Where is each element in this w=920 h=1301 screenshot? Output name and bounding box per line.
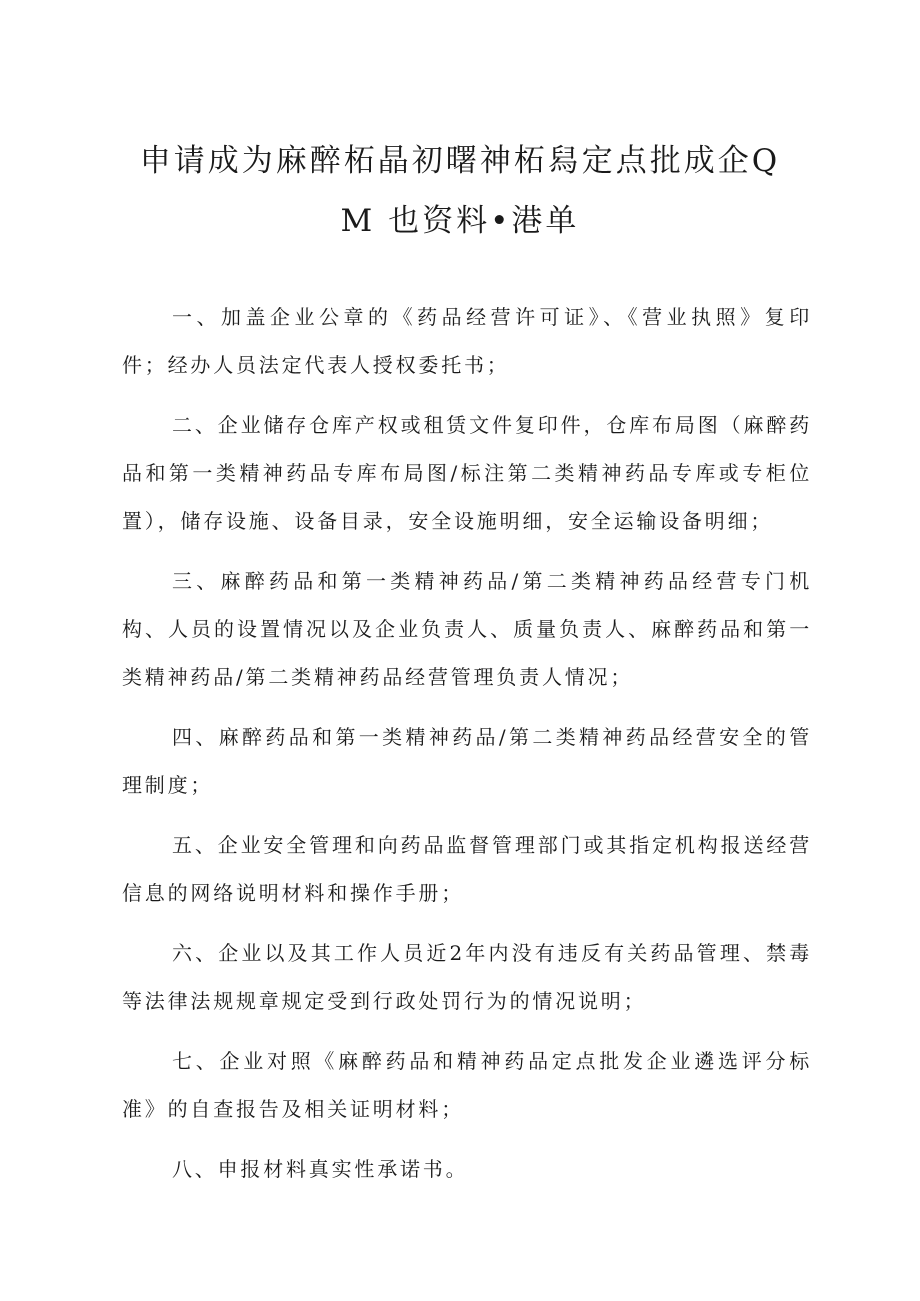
requirement-item-5: 五、企业安全管理和向药品监督管理部门或其指定机构报送经营信息的网络说明材料和操作手册； (122, 833, 812, 905)
requirement-item-4: 四、麻醉药品和第一类精神药品/第二类精神药品经营安全的管理制度； (122, 725, 812, 797)
requirement-item-2: 二、企业储存仓库产权或租赁文件复印件，仓库布局图（麻醉药品和第一类精神药品专库布局图/标注第二类精神药品专库或专柜位置），储存设施、设备目录，安全设施明细，安全运输设备明细； (122, 413, 812, 533)
requirement-item-6: 六、企业以及其工作人员近2年内没有违反有关药品管理、禁毒等法律法规规章规定受到行政处罚行为的情况说明； (122, 941, 812, 1013)
requirement-item-7: 七、企业对照《麻醉药品和精神药品定点批发企业遴选评分标准》的自查报告及相关证明材料； (122, 1049, 812, 1121)
requirement-item-8: 八、申报材料真实性承诺书。 (172, 1157, 469, 1181)
requirements-list (122, 293, 812, 1205)
requirement-item-1: 一、加盖企业公章的《药品经营许可证》、《营业执照》复印件；经办人员法定代表人授权委托书； (122, 305, 812, 377)
requirement-item-3: 三、麻醉药品和第一类精神药品/第二类精神药品经营专门机构、人员的设置情况以及企业负责人、质量负责人、麻醉药品和第一类精神药品/第二类精神药品经营管理负责人情况； (122, 569, 812, 689)
document-title-line-2: M 也资料•港单 (340, 203, 580, 239)
document-title-line-1: 申请成为麻醉柘晶初曙神柘舄定点批成企Q (139, 143, 781, 179)
